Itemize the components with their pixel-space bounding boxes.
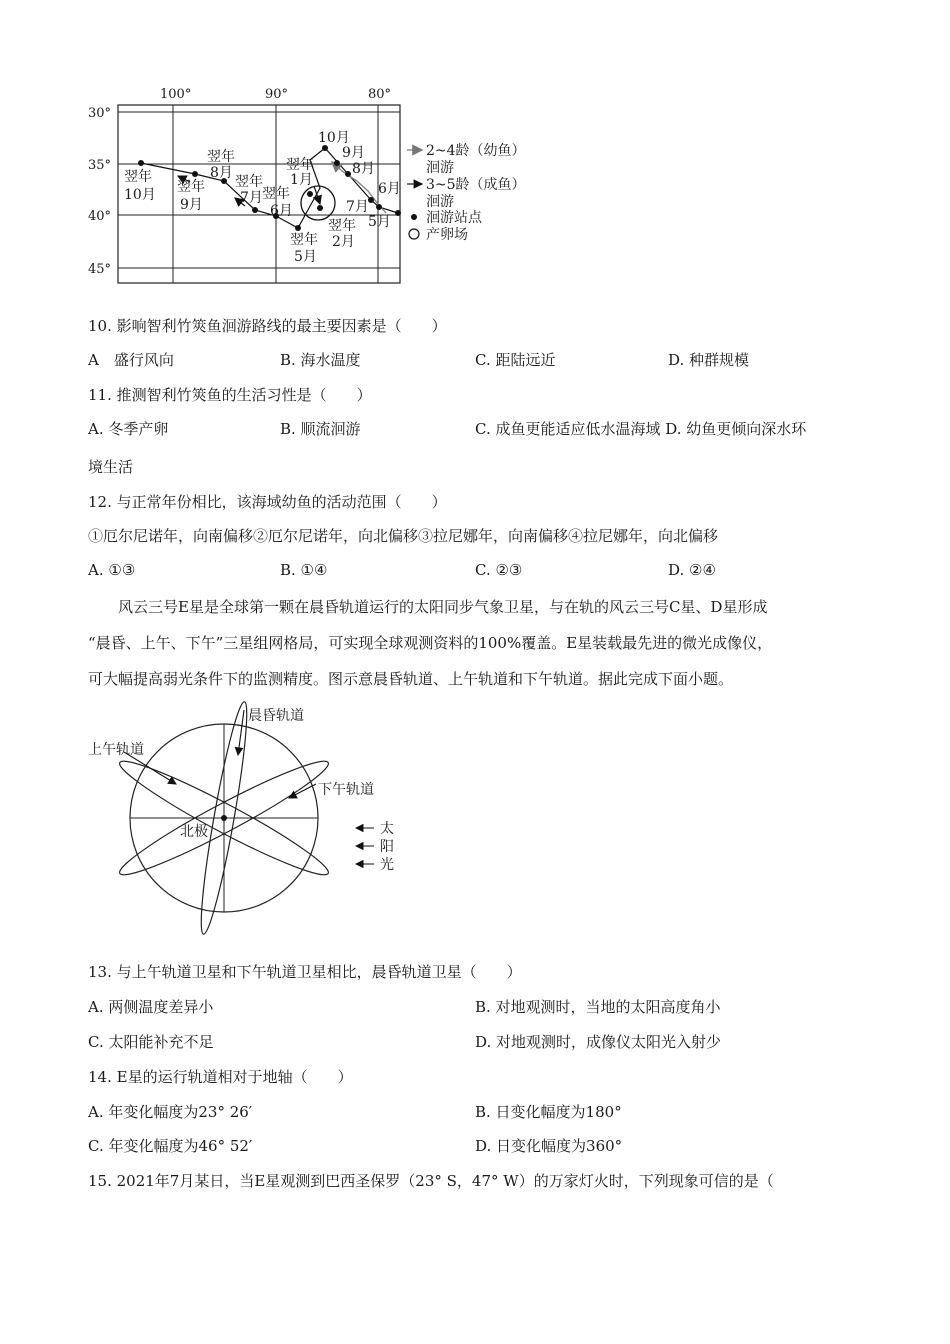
label-may: 5月 (368, 214, 391, 230)
north-pole-dot (221, 815, 227, 821)
q12-option-c[interactable]: C. ②③ (475, 561, 523, 579)
label-morning-orbit: 上午轨道 (88, 742, 144, 758)
lon-label: 90° (265, 87, 289, 102)
passage-line-1: 风云三号E星是全球第一颗在晨昏轨道运行的太阳同步气象卫星，与在轨的风云三号C星、D星形成 (118, 598, 768, 616)
passage-line-3: 可大幅提高弱光条件下的监测精度。图示意晨昏轨道、上午轨道和下午轨道。据此完成下面小题。 (88, 670, 734, 688)
lon-label: 80° (368, 87, 392, 102)
label-jun: 6月 (378, 181, 401, 197)
label-next-aug-2: 8月 (210, 165, 233, 181)
label-afternoon-orbit: 下午轨道 (318, 782, 374, 798)
q10-option-a[interactable]: A 盛行风向 (88, 351, 174, 369)
sun-char-3: 光 (380, 857, 394, 873)
label-next-jun-2: 6月 (270, 203, 293, 219)
map-legend (407, 142, 526, 243)
label-next-may-1: 翌年 (290, 232, 318, 248)
q14-option-c[interactable]: C. 年变化幅度为46° 52′ (88, 1137, 253, 1155)
q10-option-b[interactable]: B. 海水温度 (280, 351, 361, 369)
q11-option-d-cont: 境生活 (88, 458, 134, 476)
q12-stem: 12. 与正常年份相比，该海域幼鱼的活动范围（ ） (88, 493, 447, 511)
q14-stem: 14. E星的运行轨道相对于地轴（ ） (88, 1068, 353, 1086)
label-next-sep-1: 翌年 (177, 179, 205, 195)
legend-juvenile: 2~4龄（幼鱼） (426, 143, 526, 159)
legend-adult-2: 洄游 (426, 194, 454, 210)
q12-items: ①厄尔尼诺年，向南偏移②厄尔尼诺年，向北偏移③拉尼娜年，向南偏移④拉尼娜年，向北偏移 (88, 527, 719, 545)
label-next-oct-1: 翌年 (124, 169, 152, 185)
lat-label: 40° (88, 209, 112, 224)
q10-option-c[interactable]: C. 距陆远近 (475, 351, 556, 369)
point-labels (124, 130, 401, 265)
label-next-feb-2: 2月 (332, 234, 355, 250)
q13-option-a[interactable]: A. 两侧温度差异小 (88, 998, 214, 1016)
passage-line-2: “晨昏、上午、下午”三星组网格局，可实现全球观测资料的100%覆盖。E星装载最先进的微光成像仪， (88, 634, 773, 652)
legend-juvenile-2: 洄游 (426, 160, 454, 176)
lat-label: 35° (88, 158, 112, 173)
label-next-sep-2: 9月 (180, 197, 203, 213)
q14-option-a[interactable]: A. 年变化幅度为23° 26′ (88, 1103, 253, 1121)
label-next-jul-2: 7月 (240, 190, 263, 206)
label-jul: 7月 (346, 199, 369, 215)
label-next-jan-2: 1月 (290, 172, 313, 188)
lat-label: 30° (88, 106, 112, 121)
lon-label: 100° (160, 87, 192, 102)
q13-stem: 13. 与上午轨道卫星和下午轨道卫星相比，晨昏轨道卫星（ ） (88, 963, 522, 981)
q11-option-cd[interactable]: C. 成鱼更能适应低水温海域 D. 幼鱼更倾向深水环 (475, 420, 807, 438)
label-next-jul-1: 翌年 (235, 174, 263, 190)
label-aug: 8月 (352, 161, 375, 177)
q11-option-a[interactable]: A. 冬季产卵 (88, 420, 169, 438)
sun-char-2: 阳 (380, 839, 394, 855)
label-next-jan-1: 翌年 (286, 157, 314, 173)
lat-label: 45° (88, 262, 112, 277)
label-next-oct-2: 10月 (124, 187, 156, 203)
q11-stem: 11. 推测智利竹筴鱼的生活习性是（ ） (88, 386, 372, 404)
q12-option-d[interactable]: D. ②④ (668, 561, 716, 579)
legend-spawning: 产卵场 (426, 227, 468, 243)
q11-option-b[interactable]: B. 顺流洄游 (280, 420, 361, 438)
label-sep: 9月 (342, 145, 365, 161)
sunlight-arrows (356, 820, 394, 873)
q13-option-c[interactable]: C. 太阳能补充不足 (88, 1033, 214, 1051)
legend-station: 洄游站点 (426, 210, 482, 226)
label-next-may-2: 5月 (294, 249, 317, 265)
q14-option-d[interactable]: D. 日变化幅度为360° (475, 1137, 623, 1155)
q13-option-d[interactable]: D. 对地观测时，成像仪太阳光入射少 (475, 1033, 722, 1051)
q12-option-a[interactable]: A. ①③ (88, 561, 136, 579)
label-next-jun-1: 翌年 (262, 186, 290, 202)
q13-option-b[interactable]: B. 对地观测时，当地的太阳高度角小 (475, 998, 721, 1016)
q14-option-b[interactable]: B. 日变化幅度为180° (475, 1103, 622, 1121)
migration-map (80, 80, 550, 290)
q15-stem: 15. 2021年7月某日，当E星观测到巴西圣保罗（23° S，47° W）的万家灯火时，下列现象可信的是（ (88, 1172, 774, 1190)
q10-stem: 10. 影响智利竹筴鱼洄游路线的最主要因素是（ ） (88, 317, 447, 335)
legend-adult: 3~5龄（成鱼） (426, 177, 526, 193)
q12-option-b[interactable]: B. ①④ (280, 561, 328, 579)
orbit-diagram (84, 700, 414, 950)
label-next-feb-1: 翌年 (328, 218, 356, 234)
label-oct: 10月 (318, 130, 350, 146)
label-dawn-dusk-orbit: 晨昏轨道 (248, 708, 304, 724)
sun-char-1: 太 (380, 821, 394, 837)
q10-option-d[interactable]: D. 种群规模 (668, 351, 750, 369)
label-north-pole: 北极 (180, 824, 208, 840)
label-next-aug-1: 翌年 (207, 149, 235, 165)
